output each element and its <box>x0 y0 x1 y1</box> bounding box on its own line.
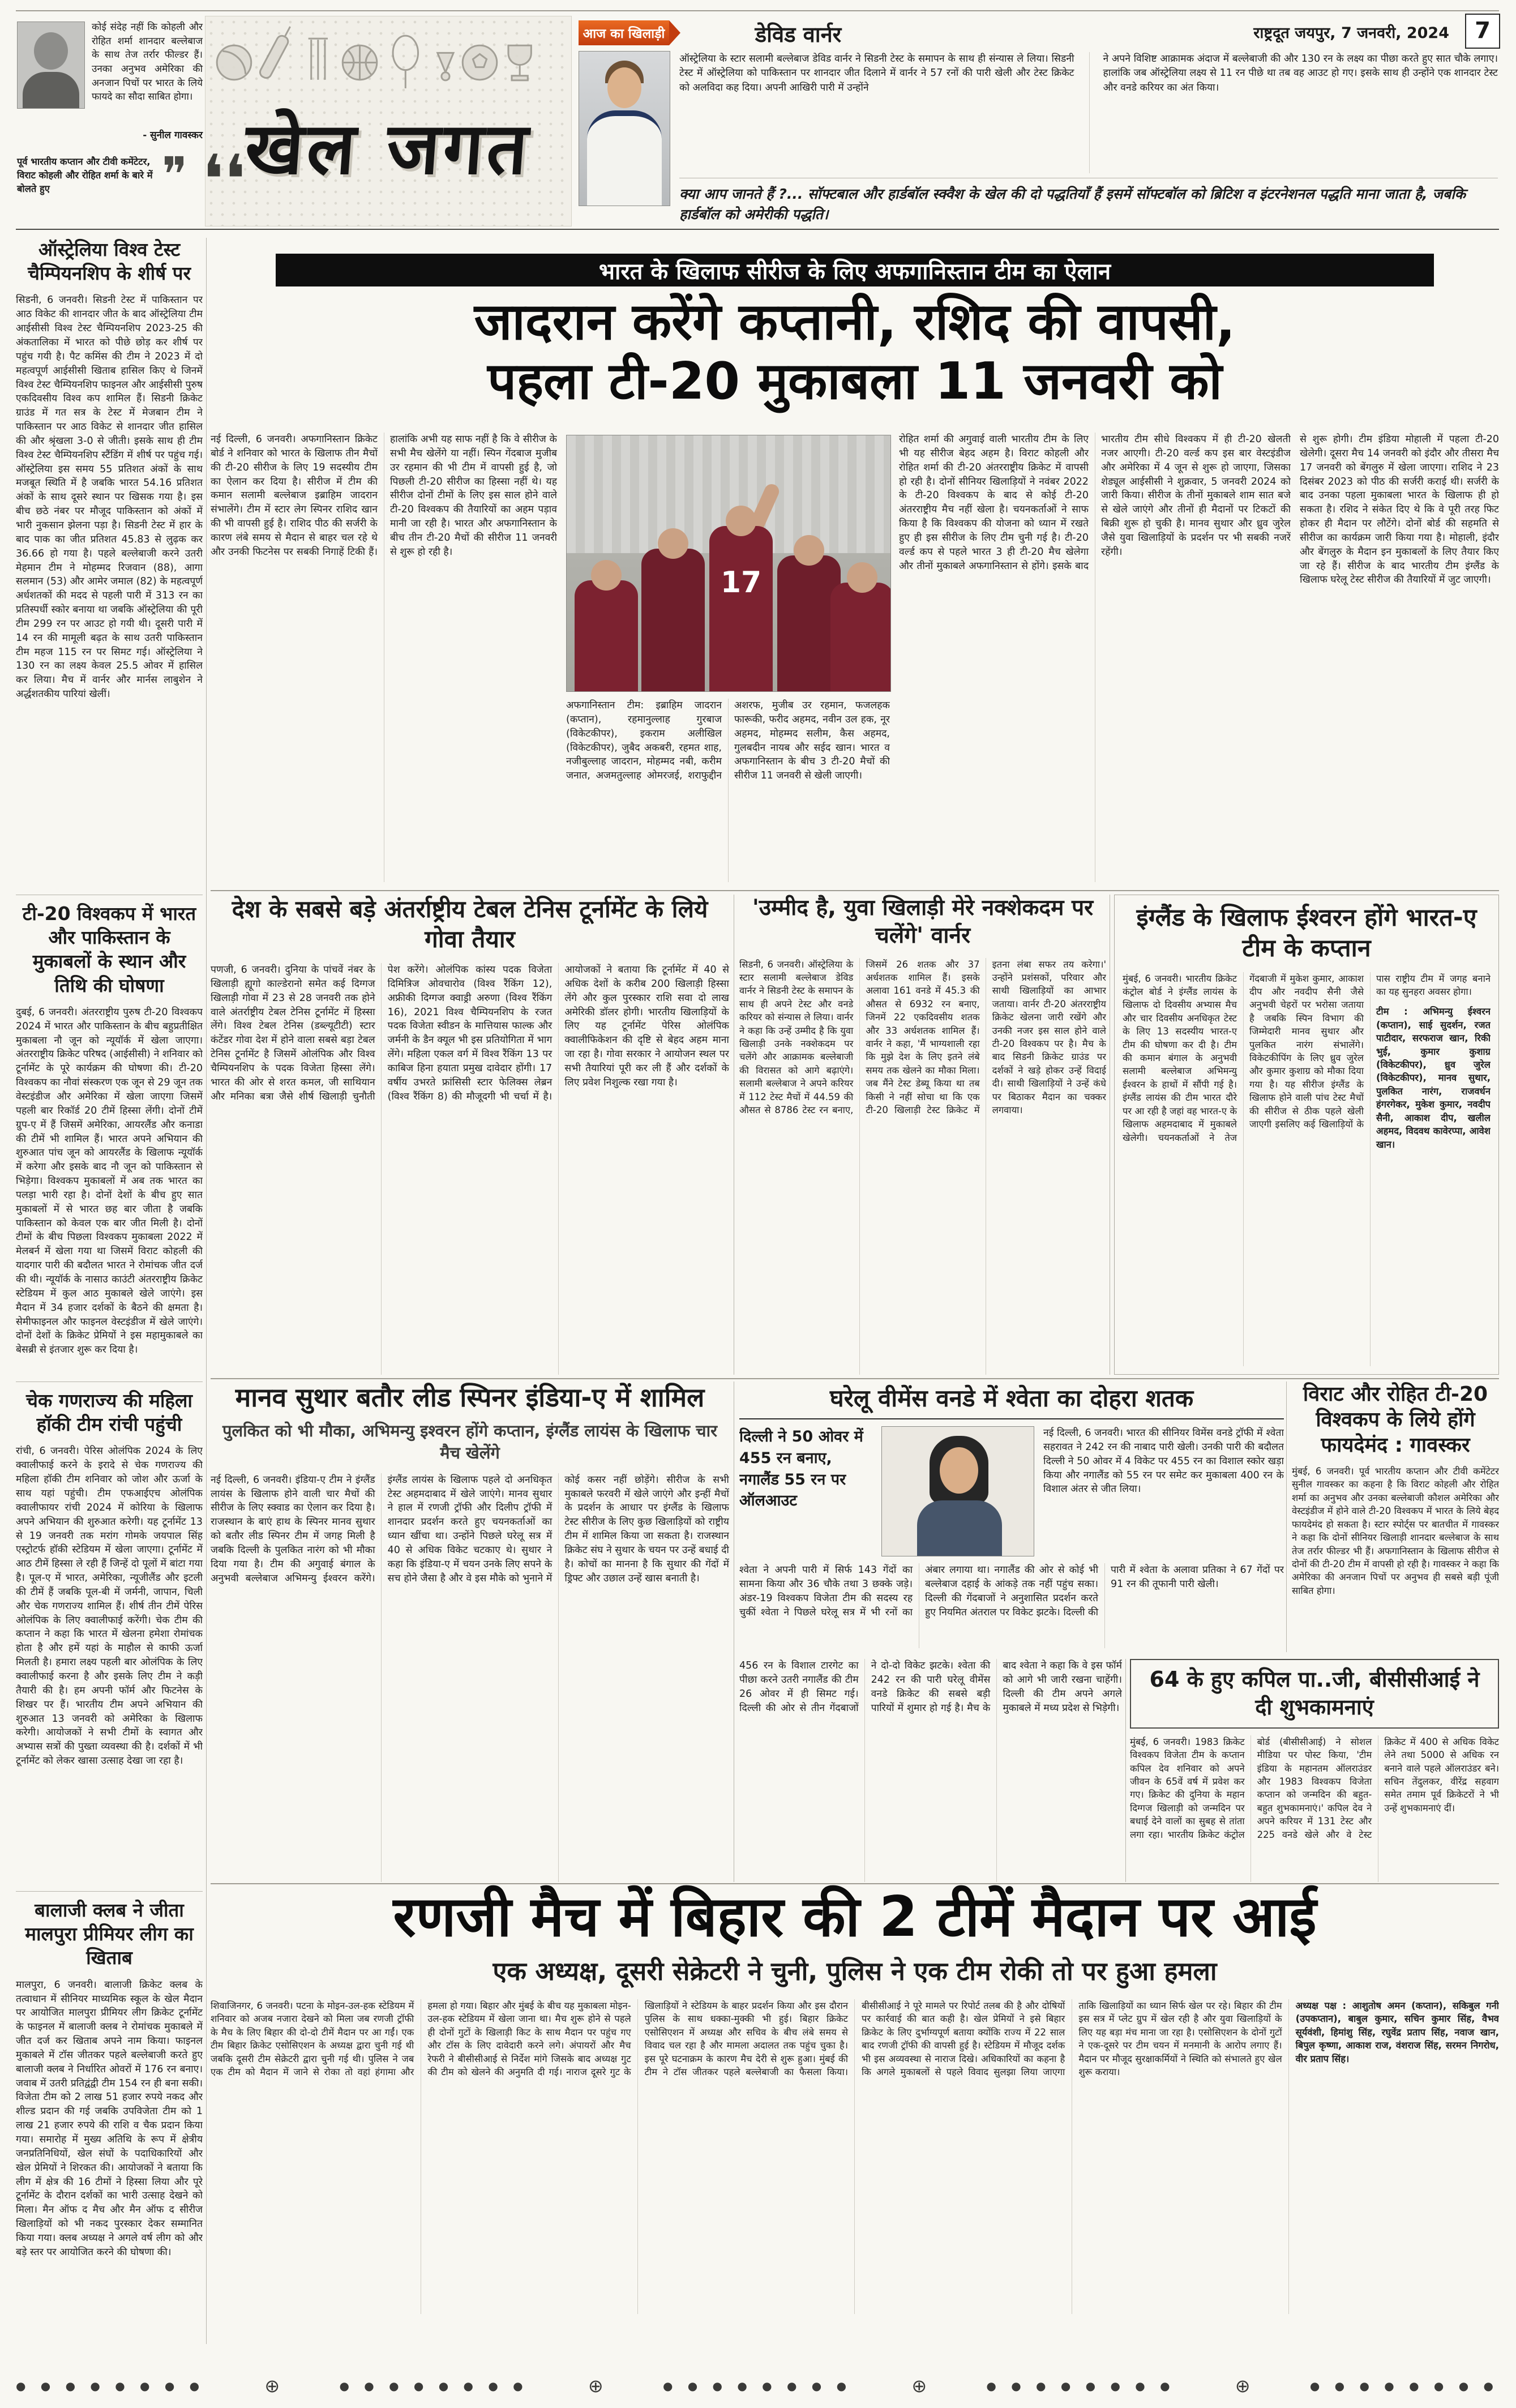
tennis-racket-icon <box>393 36 418 88</box>
photo-player <box>641 549 705 691</box>
article-body: पणजी, 6 जनवरी। दुनिया के पांचवें नंबर के खिलाड़ी ह्यूगो काल्डेरानो समेत कई दिग्गज खिलाड़ी गोवा में 23 से 28 जनवरी तक होने वाले अंतर्राष्ट्रीय टेबल टेनिस टूर्नामेंट में हिस्सा लेंगे। विश्व टेबल टेनिस (डब्ल्यूटीटी) स्टार कंटेंडर गोवा देश में होने वाला सबसे बड़ा टेबल टेनिस टूर्नामेंट है जिसमें ओलंपिक और विश्व चैम्पियनशिप के पदक विजेता हिस्सा लेंगे। भारत की ओर से शरत कमल, जी साथियान और मनिका बत्रा जैसे शीर्ष खिलाड़ी चुनौती पेश करेंगे। ओलंपिक कांस्य पदक विजेता दिमित्रिज ओवचारोव (विश्व रैंकिंग 12), अफ्रीकी दिग्गज क्वाड्री अरुणा (विश्व रैंकिंग 16), 2021 विश्व चैम्पियनशिप के रजत पदक विजेता स्वीडन के मात्तियास फाल्क और जर्मनी के डैन क्यूल भी इस प्रतियोगिता में भाग लेंगे। महिला एकल वर्ग में विश्व रैंकिंग 13 पर काबिज हिना हयाता प्रमुख दावेदार होंगी। 17 वर्षीय उभरते फ्रांसिसी स्टार फेलिक्स लेब्रन (विश्व रैंकिंग 8) की मौजूदगी भी चर्चा में है। आयोजकों ने बताया कि टूर्नामेंट में 40 से अधिक देशों के करीब 200 खिलाड़ी हिस्सा लेंगे और कुल पुरस्कार राशि सवा दो लाख अमेरिकी डॉलर होगी। भारतीय खिलाड़ियों के लिए यह टूर्नामेंट पेरिस ओलंपिक क्वालीफिकेशन की दृष्टि से बेहद अहम माना जा रहा है। गोवा सरकार ने आयोजन स्थल पर सभी तैयारियां पूरी कर ली हैं और दर्शकों के लिए प्रवेश निशुल्क रखा गया है। <box>211 964 729 1102</box>
trophy-icon <box>508 45 531 80</box>
article-afghanistan-team <box>211 233 1499 889</box>
divider <box>1286 1382 1287 1652</box>
crosshair-icon[interactable]: ⊕ <box>264 2375 280 2397</box>
photo-shape <box>917 1500 1002 1556</box>
article-shweta-continued: 456 रन के विशाल टारगेट का पीछा करने उतरी नगालैंड की टीम 26 ओवर में ही सिमट गई। दिल्ली की ओर से तीन गेंदबाजों ने दो-दो विकेट झटके। श्वेता की 242 रन की पारी घरेलू वीमेंस वनडे क्रिकेट की सबसे बड़ी पारियों में शुमार हो गई है। मैच के बाद श्वेता ने कहा कि वे इस फॉर्म को आगे भी जारी रखना चाहेंगी। दिल्ली की टीम अपने अगले मुकाबले में मध्य प्रदेश से भिड़ेगी। <box>739 1660 1122 1714</box>
article-headline: रणजी मैच में बिहार की 2 टीमें मैदान पर आई <box>393 1885 1317 1949</box>
photo-player <box>709 526 773 691</box>
photo-shape <box>658 528 688 559</box>
article-body: नई दिल्ली, 6 जनवरी। इंडिया-ए टीम ने इंग्लैंड लायंस के खिलाफ होने वाली चार मैचों की सीरीज के लिए स्क्वाड का ऐलान कर दिया है। राजस्थान के बाएं हाथ के स्पिनर मानव सुथार को बतौर लीड स्पिनर टीम में जगह मिली है जबकि दिल्ली के पुलकित नारंग को भी मौका दिया गया है। टीम की अगुवाई बंगाल के अनुभवी बल्लेबाज अभिमन्यु ईश्वरन करेंगे। इंग्लैंड लायंस के खिलाफ पहले दो अनधिकृत टेस्ट अहमदाबाद में खेले जाएंगे। मानव सुथार ने हाल में रणजी ट्रॉफी और दिलीप ट्रॉफी में शानदार प्रदर्शन करते हुए चयनकर्ताओं का ध्यान खींचा था। उन्होंने पिछले घरेलू सत्र में 40 से अधिक विकेट चटकाए थे। सुथार ने कहा कि इंडिया-ए में चयन उनके लिए सपने के सच होने जैसा है और वे इस मौके को भुनाने में कोई कसर नहीं छोड़ेंगे। सीरीज के सभी मुकाबले फरवरी में खेले जाएंगे और इन्हीं मैचों के प्रदर्शन के आधार पर इंग्लैंड के खिलाफ टेस्ट सीरीज के लिए कुछ खिलाड़ियों को राष्ट्रीय टीम में शामिल किया जा सकता है। राजस्थान क्रिकेट संघ ने सुथार के चयन पर उन्हें बधाई दी है। कोचों का मानना है कि सुथार की गेंदों में ड्रिफ्ट और उछाल उन्हें खास बनाती है। <box>211 1474 729 1584</box>
divider <box>1125 1659 1126 1882</box>
lead-headline <box>211 292 1499 412</box>
article-body: नई दिल्ली, 6 जनवरी। अफगानिस्तान क्रिकेट बोर्ड ने शनिवार को भारत के खिलाफ तीन मैचों की टी-20 सीरीज के लिए 19 सदस्यीय टीम का ऐलान कर दिया है। सीरीज में टीम की कमान सलामी बल्लेबाज इब्राहिम जादरान संभालेंगे। टीम में स्टार लेग स्पिनर राशिद खान की भी वापसी हुई है। राशिद पीठ की सर्जरी के कारण लंबे समय से मैदान से बाहर चल रहे थे और उनकी फिटनेस पर सबकी निगाहें टिकी हैं। हालांकि अभी यह साफ नहीं है कि वे सीरीज के सभी मैच खेलेंगे या नहीं। स्पिन गेंदबाज मुजीब उर रहमान की भी टीम में वापसी हुई है, जो पिछली टी-20 सीरीज का हिस्सा नहीं थे। यह सीरीज दोनों टीमों के लिए इस साल होने वाले टी-20 विश्वकप की तैयारियों का अहम पड़ाव मानी जा रही है। भारत और अफगानिस्तान के बीच तीन टी-20 मैचों की सीरीज 11 जनवरी से शुरू हो रही है। <box>211 434 557 558</box>
article-body <box>1123 972 1491 1367</box>
article-headline: टी-20 विश्वकप में भारत और पाकिस्तान के मुकाबलों के स्थान और तिथि की घोषणा <box>22 903 196 996</box>
article-ranji-bihar <box>211 1885 1499 2345</box>
gavaskar-quote: कोई संदेह नहीं कि कोहली और रोहित शर्मा शानदार बल्लेबाज के साथ तेज तर्रार फील्डर हैं। उनका अनुभव अमेरिका की अनजान पिचों पर भारत के लिये फायदे का सौदा साबित होगा। <box>92 22 203 103</box>
article-subhead: दिल्ली ने 50 ओवर में 455 रन बनाए, नगालैंड 55 रन पर ऑलआउट <box>739 1428 863 1510</box>
divider <box>211 890 1499 891</box>
masthead <box>202 16 572 226</box>
gavaskar-attribution: - सुनील गावस्कर <box>143 130 203 141</box>
lead-headline-line2: पहला टी-20 मुकाबला 11 जनवरी को <box>487 352 1222 412</box>
article-australia-wtc <box>16 238 203 888</box>
article-body-text: शिवाजिनगर, 6 जनवरी। पटना के मोइन-उल-हक स्टेडियम में शनिवार को अजब नजारा देखने को मिला जब रणजी ट्रॉफी के मैच के लिए बिहार की दो-दो टीमें मैदान पर आ गईं। एक टीम बिहार क्रिकेट एसोसिएशन के अध्यक्ष द्वारा चुनी गई थी जबकि दूसरी टीम सेक्रेटरी द्वारा चुनी गई थी। पुलिस ने जब एक टीम को मैदान में जाने से रोका तो वहां हंगामा और हमला हो गया। बिहार और मुंबई के बीच यह मुकाबला मोइन-उल-हक स्टेडियम में खेला जाना था। मैच शुरू होने से पहले ही दोनों गुटों के खिलाड़ी किट के साथ मैदान पर पहुंच गए और टॉस के लिए दावेदारी करने लगे। अंपायरों और मैच रेफरी ने बीसीसीआई से निर्देश मांगे जिसके बाद अध्यक्ष गुट की टीम को खेलने की अनुमति दी गई। नाराज दूसरे गुट के खिलाड़ियों ने स्टेडियम के बाहर प्रदर्शन किया और इस दौरान पुलिस के साथ धक्का-मुक्की भी हुई। बिहार क्रिकेट एसोसिएशन में अध्यक्ष और सचिव के बीच लंबे समय से विवाद चल रहा है और मामला अदालत तक पहुंच चुका है। इस पूरे घटनाक्रम के कारण मैच देरी से शुरू हुआ। मुंबई की टीम ने टॉस जीतकर पहले बल्लेबाजी का फैसला किया। बीसीसीआई ने पूरे मामले पर रिपोर्ट तलब की है और दोषियों पर कार्रवाई की बात कही है। खेल प्रेमियों ने इसे बिहार क्रिकेट के लिए दुर्भाग्यपूर्ण बताया क्योंकि राज्य में 22 साल बाद रणजी ट्रॉफी की वापसी हुई है। स्टेडियम में मौजूद दर्शक भी इस अव्यवस्था से नाराज दिखे। अधिकारियों का कहना है कि अगले मुकाबलों से पहले विवाद सुलझा लिया जाएगा ताकि खिलाड़ियों का ध्यान सिर्फ खेल पर रहे। बिहार की टीम इस सत्र में प्लेट ग्रुप में खेल रही है और युवा खिलाड़ियों के लिए यह बड़ा मंच माना जा रहा है। एसोसिएशन के दोनों गुटों ने एक-दूसरे पर टीम चयन में मनमानी के आरोप लगाए हैं। मैदान पर मौजूद सुरक्षाकर्मियों ने स्थिति को संभालते हुए खेल शुरू कराया। <box>211 2000 1282 2077</box>
divider <box>206 238 207 2344</box>
dot-group[interactable]: ● ● ● ● ● ● ● ● <box>16 2379 205 2393</box>
gavaskar-quote-box <box>16 17 204 225</box>
article-headline: 64 के हुए कपिल पा..जी, बीसीसीआई ने दी शुभकामनाएं <box>1130 1659 1499 1729</box>
article-headline: विराट और रोहित टी-20 विश्वकप के लिये होंगे फायदेमंद : गावस्कर <box>1303 1383 1488 1457</box>
article-body <box>211 1999 1499 2314</box>
photo-shape <box>940 1447 978 1494</box>
article-t20-worldcup <box>16 895 203 1382</box>
article-shweta-double-century <box>739 1382 1284 1652</box>
article-kapil-birthday <box>1130 1659 1499 1882</box>
article-headline: देश के सबसे बड़े अंत‍र्राष्ट्रीय टेबल टेनिस टूर्नामेंट के लिये गोवा तैयार <box>232 895 708 953</box>
masthead-title: खेल जगत <box>242 107 534 190</box>
warner-photo <box>579 51 670 206</box>
article-headline: इंग्लैंड के खिलाफ ईश्वरन होंगे भारत-ए टीम के कप्तान <box>1136 904 1477 963</box>
ribbon-arrow-icon <box>669 20 680 45</box>
article-body: मुंबई, 6 जनवरी। 1983 क्रिकेट विश्वकप विजेता टीम के कप्तान कपिल देव शनिवार को अपने जीवन के 65वें वर्ष में प्रवेश कर गए। क्रिकेट की दुनिया के महान दिग्गज खिलाड़ी को जन्मदिन पर बधाई देने वालों का सुबह से तांता लगा रहा। भारतीय क्रिकेट कंट्रोल बोर्ड (बीसीसीआई) ने सोशल मीडिया पर पोस्ट किया, 'टीम इंडिया के महानतम ऑलराउंडर और 1983 विश्वकप विजेता कप्तान को जन्मदिन की बहुत-बहुत शुभकामनाएं।' कपिल देव ने अपने करियर में 131 टेस्ट और 225 वनडे खेले और वे टेस्ट क्रिकेट में 400 से अधिक विकेट लेने तथा 5000 से अधिक रन बनाने वाले पहले ऑलराउंडर बने। सचिन तेंदुलकर, वीरेंद्र सहवाग समेत तमाम पूर्व क्रिकेटरों ने भी उन्हें शुभकामनाएं दीं। <box>1130 1736 1499 1840</box>
divider <box>16 10 1499 11</box>
article-body: रांची, 6 जनवरी। पेरिस ओलंपिक 2024 के लिए क्वालीफाई करने के इरादे से चेक गणराज्य की महिला हॉकी टीम शनिवार को जोश और ऊर्जा के साथ यहां पहुंची। टीम एफआईएच ओलंपिक क्वालीफायर रांची 2024 में कोरिया के खिलाफ अपने अभियान की शुरुआत करेगी। यह टूर्नामेंट 13 से 19 जनवरी तक मरांग गोमके जयपाल सिंह एस्ट्रोटर्फ हॉकी स्टेडियम में खेला जाएगा। टूर्नामेंट में आठ टीमें हिस्सा ले रही हैं जिन्हें दो पूलों में बांटा गया है। पूल-ए में भारत, अमेरिका, न्यूजीलैंड और इटली की टीमें हैं जबकि पूल-बी में जर्मनी, जापान, चिली और चेक गणराज्य शामिल हैं। शीर्ष तीन टीमें पेरिस ओलंपिक के लिए क्वालीफाई करेंगी। चेक टीम की कप्तान ने कहा कि भारत में खेलना हमेशा रोमांचक होता है और हमें यहां के माहौल से काफी ऊर्जा मिलती है। हमारा लक्ष्य पहली बार ओलंपिक के लिए क्वालीफाई करना है और इसके लिए टीम ने कड़ी तैयारी की है। हम अपनी फॉर्म और फिटनेस के शिखर पर हैं। भारतीय टीम अपने अभियान की शुरुआत 13 जनवरी को अमेरिका के खिलाफ करेगी। आयोजकों ने सभी टीमों के स्वागत और अभ्यास सत्रों की पुख्ता व्यवस्था की है। दर्शकों में भी टूर्नामेंट को लेकर खासा उत्साह देखा जा रहा है। <box>16 1445 203 1767</box>
photo-player <box>575 580 638 691</box>
photo-shape <box>607 67 641 108</box>
photo-shape <box>23 72 79 109</box>
article-body: सिडनी, 6 जनवरी। ऑस्ट्रेलिया के स्टार सलामी बल्लेबाज डेविड वार्नर ने सिडनी टेस्ट के समापन के साथ ही अपने टेस्ट और वनडे करियर को संन्यास ले लिया। वार्नर ने कहा कि उन्हें उम्मीद है कि युवा खिलाड़ी उनके नक्शेकदम पर चलेंगे और आक्रामक बल्लेबाजी की विरासत को आगे बढ़ाएंगे। सलामी बल्लेबाज ने अपने करियर में 112 टेस्ट मैचों में 44.59 की औसत से 8786 टेस्ट रन बनाए, जिसमें 26 शतक और 37 अर्धशतक शामिल हैं। इसके अलावा 161 वनडे में 45.3 की औसत से 6932 रन बनाए, जिनमें 22 एकदिवसीय शतक और 33 अर्धशतक शामिल हैं। वार्नर ने कहा, 'मैं भाग्यशाली रहा कि मुझे देश के लिए इतने लंबे समय तक खेलने का मौका मिला। जब मैंने टेस्ट डेब्यू किया था तब किसी ने नहीं सोचा था कि एक टी-20 खिलाड़ी टेस्ट क्रिकेट में इतना लंबा सफर तय करेगा।' उन्होंने प्रशंसकों, परिवार और साथी खिलाड़ियों का आभार जताया। वार्नर टी-20 अंतरराष्ट्रीय क्रिकेट खेलना जारी रखेंगे और उनकी नजर इस साल होने वाले टी-20 विश्वकप पर है। मैच के बाद सिडनी क्रिकेट ग्राउंड पर दर्शकों ने खड़े होकर उन्हें विदाई दी। साथी खिलाड़ियों ने उन्हें कंधे पर बिठाकर मैदान का चक्कर लगवाया। <box>739 959 1106 1116</box>
photo-player <box>830 583 891 691</box>
cricket-ball-icon <box>217 45 251 80</box>
article-subtitle: पुलकित को भी मौका, अभिमन्यु इश्वरन होंगे कप्तान, इंग्लैंड लायंस के खिलाफ चार मैच खेलेंगे <box>222 1421 717 1462</box>
photo-shape <box>34 32 68 70</box>
photo-shape <box>794 535 824 566</box>
article-body: से शुरू होगी। टीम इंडिया मोहाली में पहला टी-20 खेलेगी। दूसरा मैच 14 जनवरी को इंदौर और तीसरा मैच 17 जनवरी को बेंगलुरु में खेला जाएगा। राशिद ने 23 दिसंबर 2023 को पीठ की सर्जरी कराई थी। सर्जरी के बाद उनका पहला मुकाबला भारत के खिलाफ ही हो सकता है। रशिद ने संकेत दिए थे कि वे पूरी तरह फिट होकर ही मैदान पर लौटेंगे। दोनों बोर्ड की सहमति से सीरीज का कार्यक्रम जारी किया गया है। मोहाली, इंदौर और बेंगलुरु के मैदान इन मुकाबलों के लिए तैयार किए जा रहे हैं। सीरीज के बाद भारतीय टीम इंग्लैंड के खिलाफ घरेलू टेस्ट सीरीज की तैयारियों में जुट जाएगी। <box>1300 434 1499 586</box>
page-dots-bar <box>16 2372 1499 2400</box>
divider <box>16 229 1499 230</box>
gavaskar-caption: पूर्व भारतीय कप्तान और टीवी कमेंटेटर, विराट कोहली और रोहित शर्मा के बारे में बोलते हुए <box>17 156 153 194</box>
team-list: अध्यक्ष पक्ष : आशुतोष अमन (कप्तान), सकिबुल गनी (उपकप्तान), बाबुल कुमार, सचिन कुमार सिंह, वैभव सूर्यवंशी, हिमांशु सिंह, रघुवेंद्र प्रताप सिंह, नवाज खान, बिपुल कृष्णा, आकाश राज, वंशराज सिंह, सरमन निगरोध, वीर प्रताप सिंह। <box>1295 2000 1499 2064</box>
cricket-bat-icon <box>258 24 295 80</box>
dot-group[interactable]: ● ● ● ● ● ● ● ● <box>662 2379 853 2393</box>
article-czech-hockey <box>16 1382 203 1889</box>
afghan-team-photo <box>566 435 891 692</box>
crosshair-icon[interactable]: ⊕ <box>911 2375 927 2397</box>
today-player-name: डेविड वार्नर <box>755 22 842 47</box>
article-body: मुंबई, 6 जनवरी। पूर्व भारतीय कप्तान और टीवी कमेंटेटर सुनील गावस्कर का कहना है कि विराट कोहली और रोहित शर्मा का अनुभव और उनका बल्लेबाजी कौशल अमेरिका और वेस्टइंडीज में होने वाले टी-20 विश्वकप में भारत के लिये बेहद फायदेमंद हो सकता है। स्टार स्पोर्ट्स पर बातचीत में गावस्कर ने कहा कि दोनों सीनियर खिलाड़ी शानदार बल्लेबाज के साथ तेज तर्रार फील्डर भी हैं। अफगानिस्तान के खिलाफ सीरीज से दोनों की टी-20 टीम में वापसी हो रही है। गावस्कर ने कहा कि अमेरिका की अनजान पिचों पर अनुभव ही सबसे बड़ी पूंजी साबित होगा। <box>1292 1466 1499 1596</box>
basketball-icon <box>342 45 377 80</box>
afghan-team-list: अफगानिस्तान टीम: इब्राहिम जादरान (कप्तान), रहमानुल्लाह गुरबाज (विकेटकीपर), इकराम अलीखिल (विकेटकीपर), जुबैद अकबरी, रहमत शाह, नजीबुल्लाह जादरान, मोहम्मद नबी, करीम जनात, अजमतुल्लाह ओमरजई, शराफुद्दीन अशरफ, मुजीब उर रहमान, फजलहक फारूकी, फरीद अहमद, नवीन उल हक, नूर अहमद, मोहम्मद सलीम, कैस अहमद, गुलबदीन नायब और सईद खान। भारत व अफगानिस्तान के बीच 3 टी-20 मैचों की सीरीज 11 जनवरी से खेली जाएगी। <box>566 700 890 782</box>
divider <box>211 1883 1499 1884</box>
gavaskar-photo <box>17 22 85 109</box>
article-body: दुबई, 6 जनवरी। अंतरराष्ट्रीय पुरुष टी-20 विश्वकप 2024 में भारत और पाकिस्तान के बीच बहुप्रतीक्षित मुकाबला नौ जून को न्यूयॉर्क में खेला जाएगा। अंतरराष्ट्रीय क्रिकेट परिषद (आईसीसी) ने शनिवार को टूर्नामेंट के पूरे कार्यक्रम की घोषणा की। टी-20 विश्वकप का नौवां संस्करण एक जून से 29 जून तक वेस्टइंडीज और अमेरिका में खेला जाएगा जिसमें पहली बार रिकॉर्ड 20 टीमें हिस्सा लेंगी। दोनों टीमें ग्रुप-ए में हैं जिसमें अमेरिका, आयरलैंड और कनाडा की टीमें भी शामिल हैं। भारत अपने अभियान की शुरुआत पांच जून को आयरलैंड के खिलाफ न्यूयॉर्क में करेगा और इसके बाद नौ जून को पाकिस्तान से भिड़ेगा। विश्वकप मुकाबलों में अब तक भारत का पलड़ा भारी रहा है। दोनों देशों के बीच हुए सात मुकाबलों में से भारत छह बार जीता है जबकि पाकिस्तान को केवल एक बार जीत मिली है। दोनों टीमों के बीच पिछला विश्वकप मुकाबला 2022 में मेलबर्न में खेला गया था जिसमें विराट कोहली की यादगार पारी की बदौलत भारत ने रोमांचक जीत दर्ज की थी। न्यूयॉर्क के नासाउ काउंटी अंतरराष्ट्रीय क्रिकेट स्टेडियम में कुल आठ मुकाबले खेले जाएंगे। इस मैदान में 34 हजार दर्शकों के बैठने की क्षमता है। सेमीफाइनल और फाइनल वेस्टइंडीज में खेले जाएंगे। दोनों देशों के क्रिकेट प्रेमियों ने इस महामुकाबले का बेसब्री से इंतजार शुरू कर दिया है। <box>16 1006 203 1356</box>
article-body-text: मुंबई, 6 जनवरी। भारतीय क्रिकेट कंट्रोल बोर्ड ने इंग्लैंड लायंस के खिलाफ दो दिवसीय अभ्यास मैच और चार दिवसीय अनधिकृत टेस्ट के लिए 13 सदस्यीय भारत-ए टीम की घोषणा कर दी है। टीम की कमान बंगाल के अनुभवी सलामी बल्लेबाज अभिमन्यु ईश्वरन के हाथों में सौंपी गई है। इंग्लैंड लायंस की टीम भारत दौरे पर आ रही है जहां वह भारत-ए के खिलाफ अहमदाबाद में मुकाबले खेलेगी। चयनकर्ताओं ने तेज गेंदबाजी में मुकेश कुमार, आकाश दीप और नवदीप सैनी जैसे अनुभवी चेहरों पर भरोसा जताया है जबकि स्पिन विभाग की जिम्मेदारी मानव सुथार और पुलकित नारंग संभालेंगे। विकेटकीपिंग के लिए ध्रुव जुरेल और कुमार कुशाग्र को मौका दिया गया है। यह सीरीज इंग्लैंड के खिलाफ होने वाली पांच टेस्ट मैचों की सीरीज से ठीक पहले खेली जाएगी इसलिए कई खिलाड़ियों के पास राष्ट्रीय टीम में जगह बनाने का यह सुनहरा अवसर होगा। <box>1123 973 1491 1143</box>
photo-shape <box>591 560 622 591</box>
photo-shape <box>587 110 662 206</box>
dateline: राष्ट्रदूत जयपुर, 7 जनवरी, 2024 <box>1253 24 1449 42</box>
photo-shape <box>847 562 877 593</box>
dot-group[interactable]: ● ● ● ● ● ● ● ● <box>986 2379 1176 2393</box>
article-media-row <box>739 1426 1284 1556</box>
dot-group[interactable]: ● ● ● ● ● ● ● ● <box>339 2379 529 2393</box>
article-body: रोहित शर्मा की अगुवाई वाली भारतीय टीम के लिए भी यह सीरीज बेहद अहम है। विराट कोहली और रोहित शर्मा की टी-20 अंतरराष्ट्रीय क्रिकेट में वापसी हो रही है। दोनों सीनियर खिलाड़ियों ने नवंबर 2022 के टी-20 विश्वकप के बाद से कोई टी-20 अंतरराष्ट्रीय मैच नहीं खेला है। चयनकर्ताओं ने साफ किया है कि विश्वकप की योजना को ध्यान में रखते हुए ही इस सीरीज के लिए टीम चुनी गई है। टी-20 वर्ल्ड कप से पहले भारत 3 ही टी-20 मैच खेलेगा और तीनों मुकाबले अफगानिस्तान से होंगे। इसके बाद भारतीय टीम सीधे विश्वकप में ही टी-20 खेलती नजर आएगी। टी-20 वर्ल्ड कप इस बार वेस्टइंडीज और अमेरिका में 4 जून से शुरू हो जाएगा, जिसका शेड्यूल आईसीसी ने शुक्रवार, 5 जनवरी 2024 को जारी किया। सीरीज के तीनों मुकाबले शाम सात बजे से खेले जाएंगे और तीनों ही मैदानों पर टिकटों की बिक्री शुरू हो चुकी है। मानव सुथार और ध्रुव जुरेल जैसे युवा खिलाड़ियों के प्रदर्शन पर भी सबकी नजरें रहेंगी। <box>899 434 1291 572</box>
article-warner-quote <box>739 895 1106 1375</box>
article-subtitle: एक अध्यक्ष, दूसरी सेक्रेटरी ने चुनी, पुलिस ने एक टीम रोकी तो पर हुआ हमला <box>493 1956 1217 1986</box>
article-body: मालपुरा, 6 जनवरी। बालाजी क्रिकेट क्लब के तत्वाधान में सीनियर माध्यमिक स्कूल के खेल मैदान पर आयोजित मालपुरा प्रीमियर लीग क्रिकेट टूर्नामेंट के फाइनल में बालाजी क्लब ने रोमांचक मुकाबले में जीत दर्ज कर खिताब अपने नाम किया। फाइनल मुकाबले में टॉस जीतकर पहले बल्लेबाजी करते हुए बालाजी क्लब ने निर्धारित ओवरों में 176 रन बनाए। जवाब में उतरी प्रतिद्वंद्वी टीम 154 रन ही बना सकी। विजेता टीम को 2 लाख 51 हजार रुपये नकद और शील्ड प्रदान की गई जबकि उपविजेता टीम को 1 लाख 21 हजार रुपये की राशि व चैक प्रदान किया गया। समारोह में मुख्य अतिथि के रूप में क्षेत्रीय जनप्रतिनिधियों, खेल संघों के पदाधिकारियों और खेल प्रेमियों ने शिरकत की। आयोजकों ने बताया कि लीग में क्षेत्र की 16 टीमों ने हिस्सा लिया और पूरे टूर्नामेंट के दौरान दर्शकों का भारी उत्साह देखने को मिला। मैन ऑफ द मैच और मैन ऑफ द सीरीज खिलाड़ियों को भी नकद पुरस्कार देकर सम्मानित किया गया। क्लब अध्यक्ष ने अगले वर्ष लीग को और बड़े स्तर पर आयोजित करने की घोषणा की। <box>16 1979 203 2258</box>
article-intro: नई दिल्ली, 6 जनवरी। भारत की सीनियर विमेंस वनडे ट्रॉफी में श्वेता सहरावत ने 242 रन की नाबाद पारी खेली। उनकी पारी की बदौलत दिल्ली ने 50 ओवर में 4 विकेट पर 455 रन का विशाल स्कोर खड़ा किया और नगालैंड को 55 रन पर समेट कर मुकाबला 400 रन के विशाल अंतर से जीत लिया। <box>1043 1427 1284 1495</box>
shuttlecock-icon <box>438 53 453 80</box>
article-headline: बालाजी क्लब ने जीता मालपुरा प्रीमियर लीग का खिताब <box>25 1899 194 1969</box>
kicker-bar: भारत के खिलाफ सीरीज के लिए अफगानिस्तान टीम का ऐलान <box>276 254 1434 286</box>
article-headline: 'उम्मीद है, युवा खिलाड़ी मेरे नक्शेकदम पर चलेंगे' वार्नर <box>752 895 1094 948</box>
article-body: श्वेता ने अपनी पारी में सिर्फ 143 गेंदों का सामना किया और 36 चौके तथा 3 छक्के जड़े। अंडर-19 विश्वकप विजेता टीम की सदस्य रह चुकीं श्वेता ने पिछले घरेलू सत्र में भी रनों का अंबार लगाया था। नगालैंड की ओर से कोई भी बल्लेबाज दहाई के आंकड़े तक नहीं पहुंच सका। दिल्ली की गेंदबाजों ने अनुशासित प्रदर्शन करते हुए नियमित अंतराल पर विकेट झटके। दिल्ली की पारी में श्वेता के अलावा प्रतिका ने 67 गेंदों पर 91 रन की तूफानी पारी खेली। <box>739 1564 1284 1618</box>
article-headline: मानव सुथार बतौर लीड स्पिनर इंडिया-ए में शामिल <box>235 1382 705 1413</box>
article-balaji-club <box>16 1891 203 2351</box>
shweta-photo <box>881 1426 1034 1556</box>
today-player-ribbon <box>579 20 669 45</box>
article-eshwaran-captain <box>1114 895 1499 1375</box>
divider <box>211 1378 1499 1379</box>
sports-icons <box>205 19 571 101</box>
jersey-number: 17 <box>720 566 762 600</box>
article-virat-rohit-gavaskar <box>1292 1382 1499 1652</box>
page-number: 7 <box>1465 14 1500 49</box>
article-headline: ऑस्ट्रेलिया विश्व टेस्ट चैम्पियनशिप के शीर्ष पर <box>27 238 191 285</box>
today-player-label: आज का खिलाड़ी <box>583 27 665 41</box>
article-manav-suthar <box>211 1382 729 1882</box>
quote-mark-icon: ❞ <box>162 147 188 202</box>
crosshair-icon[interactable]: ⊕ <box>588 2375 603 2397</box>
article-headline: चेक गणराज्य की महिला हॉकी टीम रांची पहुंची <box>26 1389 192 1436</box>
stumps-icon <box>309 39 328 80</box>
quote-mark-icon: ❛❛ <box>202 141 246 220</box>
photo-shape <box>726 506 756 536</box>
article-goa-table-tennis <box>211 895 729 1375</box>
football-icon <box>462 45 497 80</box>
warner-brief <box>679 52 1498 173</box>
article-headline: घरेलू वीमेंस वनडे में श्वेता का दोहरा शतक <box>739 1382 1284 1419</box>
team-list: टीम : अभिमन्यु ईश्वरन (कप्तान), साई सुदर्शन, रजत पाटीदार, सरफराज खान, रिकी भुई, कुमार कुशाग्र (विकेटकीपर), ध्रुव जुरेल (विकेटकीपर), मानव सुथार, पुलकित नारंग, राजवर्धन हंगरगेकर, मुकेश कुमार, नवदीप सैनी, आकाश दीप, खलील अहमद, विदवथ कावेरप्पा, आवेश खान। <box>1376 1006 1491 1150</box>
lead-headline-line1: जादरान करेंगे कप्तानी, रशिद की वापसी, <box>474 292 1236 352</box>
warner-brief-col2: ने अपने विशिष्ट आक्रामक अंदाज में बल्लेबाजी की और 130 रन के लक्ष्य का पीछा करते हुए सात चौके लगाए। हालांकि जब ऑस्ट्रेलिया लक्ष्य से 11 रन पीछे था तब वह आउट हो गए। इसके साथ ही उन्होंने एक शानदार टेस्ट और वनडे करियर का अंत किया। <box>1089 52 1498 173</box>
article-body: सिडनी, 6 जनवरी। सिडनी टेस्ट में पाकिस्तान पर आठ विकेट की शानदार जीत के बाद ऑस्ट्रेलिया टीम आईसीसी विश्व टेस्ट चैम्पियनशिप 2023-25 की अंकतालिका में भारत को पीछे छोड़ कर शीर्ष पर पहुंच गयी है। पैट कमिंस की टीम ने 2023 में दो महत्वपूर्ण आईसीसी खिताब हासिल किए थे जिनमें विश्व टेस्ट चैम्पियनशिप फाइनल और आईसीसी पुरुष एकदिवसीय विश्व कप शामिल हैं। सिडनी क्रिकेट ग्राउंड में गत सत्र के टेस्ट में मेजबान टीम ने पाकिस्तान पर आठ विकेट से शानदार जीत हासिल की और श्रृंखला 3-0 से जीती। इसके साथ ही टीम विश्व टेस्ट चैम्पियनशिप स्टैंडिंग में शीर्ष पर पहुंच गई। ऑस्ट्रेलिया इस समय 55 प्रतिशत अंकों के साथ मजबूत स्थिति में है जबकि भारत 54.16 प्रतिशत अंकों के साथ दूसरे स्थान पर खिसक गया है। इस बीच छठे नंबर पर मौजूद पाकिस्तान को अंकों में भारी नुकसान झेलना पड़ा है। सिडनी टेस्ट में हार के बाद पाक का जीत प्रतिशत 45.83 से लुढ़क कर 36.66 हो गया है। पहले बल्लेबाजी करने उतरी मेहमान टीम ने मोहम्मद रिजवान (88), आगा सलमान (53) और आमेर जमाल (82) के महत्वपूर्ण अर्धशतकों की मदद से पहली पारी में 313 रन का प्रतिस्पर्धी स्कोर बनाया था जबकि ऑस्ट्रेलिया की पूरी टीम 299 रन पर आउट हो गयी थी। दूसरी पारी में 14 रन की मामूली बढ़त के साथ उतरी पाकिस्तान टीम महज 115 रन पर सिमट गई। ऑस्ट्रेलिया ने 130 रन का लक्ष्य केवल 25.5 ओवर में हासिल कर लिया। मैच में वार्नर और मार्नस लाबुशेन ने अर्द्धशतकीय पारियां खेलीं। <box>16 294 203 700</box>
crosshair-icon[interactable]: ⊕ <box>1235 2375 1251 2397</box>
did-you-know: क्या आप जानते हैं ?... सॉफ्टबाल और हार्डबॉल स्क्वैश के खेल की दो पद्धतियाँ हैं इसमें सॉफ्टबॉल को ब्रिटिश व इंटरनेशनल पद्धति माना जाता है, जबकि हार्डबॉल को अमेरीकी पद्धति। <box>679 178 1498 230</box>
dot-group[interactable]: ● ● ● ● ● ● ● ● <box>1309 2379 1499 2393</box>
warner-brief-col1: ऑस्ट्रेलिया के स्टार सलामी बल्लेबाज डेविड वार्नर ने सिडनी टेस्ट के समापन के साथ ही संन्यास ले लिया। सिडनी टेस्ट में ऑस्ट्रेलिया को पाकिस्तान पर शानदार जीत दिलाने में वार्नर ने 57 रनों की पारी खेली और टेस्ट क्रिकेट को अलविदा कह दिया। अपनी आखिरी पारी में उन्होंने <box>679 53 1074 93</box>
